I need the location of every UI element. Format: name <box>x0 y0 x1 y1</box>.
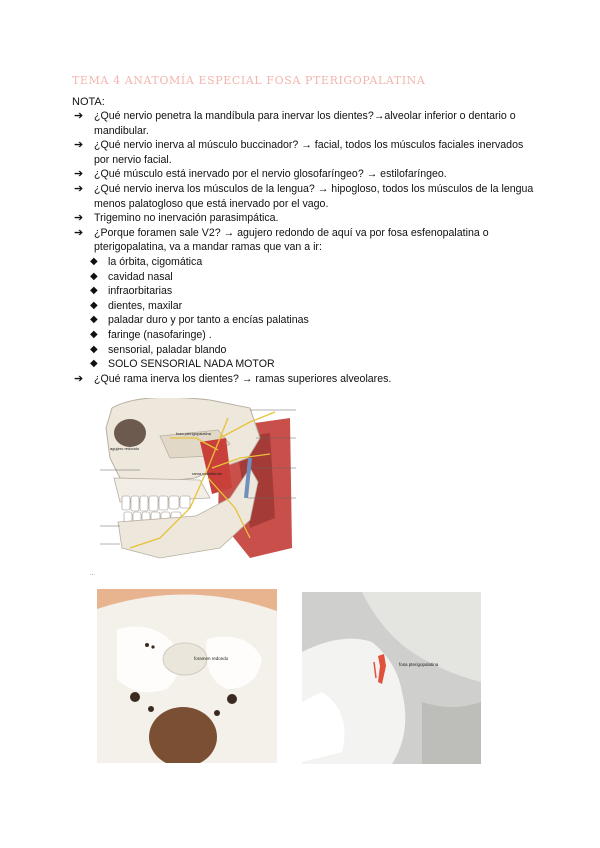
upper-teeth <box>122 496 190 511</box>
skull-drawing <box>100 398 296 570</box>
diamond-bullet-icon: ◆ <box>90 328 98 340</box>
notes-list <box>74 109 534 386</box>
diamond-bullet-icon: ◆ <box>90 343 98 355</box>
figure1-label-c: rama mandibular <box>192 471 223 476</box>
sub-list-item <box>74 313 534 328</box>
list-item <box>74 372 534 387</box>
diamond-bullet-icon: ◆ <box>90 358 98 370</box>
arrow-icon: ➔ <box>74 110 84 122</box>
arrow-icon: ➔ <box>74 139 84 152</box>
list-item-text: ¿Qué rama inerva los dientes? → ramas superiores alveolares. <box>94 372 392 385</box>
arrow-icon: ➔ <box>74 372 84 385</box>
nota-label: NOTA: <box>72 96 105 108</box>
list-item <box>74 138 534 167</box>
list-item-text: ¿Qué nervio penetra la mandíbula para inervar los dientes?→alveolar inferior o dentario o mandibular. <box>94 110 516 137</box>
arrow-icon: ➔ <box>74 212 84 225</box>
sub-list-item <box>74 328 534 343</box>
list-item <box>74 182 534 211</box>
list-item-text: ¿Qué nervio inerva al músculo buccinador? → facial, todos los músculos faciales inervados por nervio facial. <box>94 139 524 166</box>
diamond-bullet-icon: ◆ <box>90 314 98 326</box>
sub-item-text: la órbita, cigomática <box>108 255 203 268</box>
sub-item-text: cavidad nasal <box>108 270 173 283</box>
sub-list-item <box>74 299 534 314</box>
list-item <box>74 167 534 182</box>
list-item-text: ¿Qué músculo está inervado por el nervio glosofaríngeo? → estilofaríngeo. <box>94 168 447 181</box>
figure1-label-a: fosa pterigopalatina <box>176 431 211 436</box>
sub-list-item <box>74 255 534 270</box>
sub-list-item <box>74 357 534 372</box>
list-item <box>74 211 534 226</box>
list-item-text: ¿Qué nervio inerva los músculos de la lengua? → hipogloso, todos los músculos de la lengua menos palatogloso que está inervado por el vago. <box>94 182 534 210</box>
sub-item-text: paladar duro y por tanto a encías palatinas <box>108 314 309 327</box>
arrow-icon: ➔ <box>74 168 84 181</box>
sub-item-text: faringe (nasofaringe) . <box>108 328 212 341</box>
diamond-bullet-icon: ◆ <box>90 255 98 267</box>
arrow-icon: ➔ <box>74 182 84 195</box>
diamond-bullet-icon: ◆ <box>90 299 98 311</box>
figure2-label: foramen redondo <box>194 656 229 661</box>
sub-item-text: dientes, maxilar <box>108 299 183 312</box>
list-item <box>74 109 534 138</box>
sub-list-item <box>74 343 534 358</box>
ellipsis-mark: ... <box>90 571 96 577</box>
figure3-label: fosa pterigopalatina <box>399 662 439 667</box>
skull-base-photo <box>97 589 277 763</box>
arrow-icon: ➔ <box>74 226 84 239</box>
orbit-shape <box>114 419 146 447</box>
list-item-text: Trigemino no inervación parasimpática. <box>94 212 279 225</box>
figure1-label-b: agujero redondo <box>110 446 140 451</box>
list-item-text: ¿Porque foramen sale V2? → agujero redondo de aquí va por fosa esfenopalatina o pterigopalatina, va a mandar ramas que van a ir: <box>94 226 489 254</box>
skull-base-drawing <box>97 589 277 763</box>
fossa-drawing <box>302 592 481 764</box>
sub-item-text: infraorbitarias <box>108 285 173 298</box>
sub-list-item <box>74 284 534 299</box>
pterygopalatine-fossa-photo <box>302 592 481 764</box>
page-title: TEMA 4 ANATOMÍA ESPECIAL FOSA PTERIGOPALATINA <box>72 74 426 87</box>
list-item <box>74 226 534 255</box>
sub-list-item <box>74 270 534 285</box>
sub-item-text: SOLO SENSORIAL NADA MOTOR <box>108 358 275 371</box>
sub-item-text: sensorial, paladar blando <box>108 343 227 356</box>
diamond-bullet-icon: ◆ <box>90 285 98 297</box>
skull-lateral-illustration <box>100 398 296 570</box>
diamond-bullet-icon: ◆ <box>90 270 98 282</box>
